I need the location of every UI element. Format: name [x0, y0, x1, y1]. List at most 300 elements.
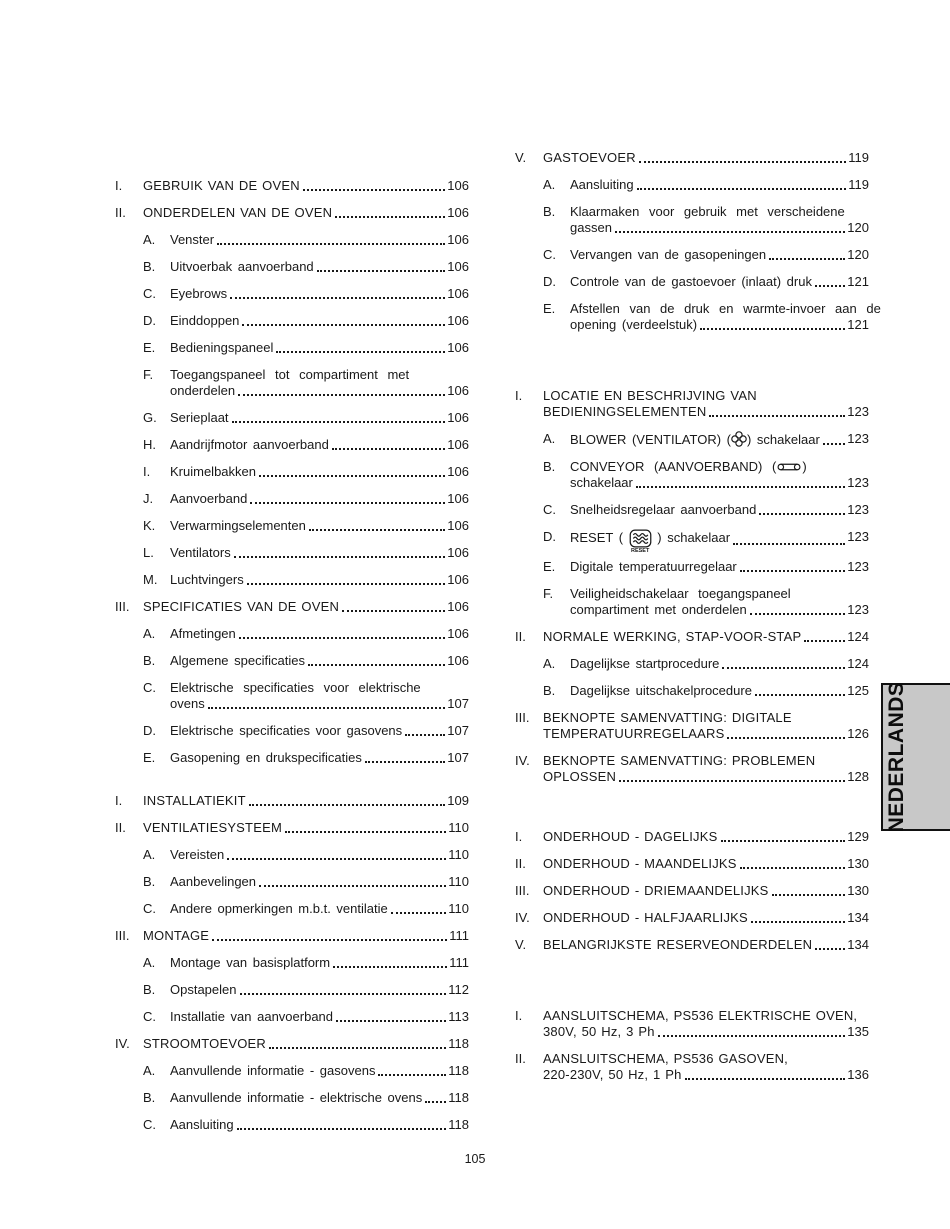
toc-line	[170, 367, 469, 383]
item-number: C.	[143, 680, 156, 695]
toc-item	[115, 1090, 469, 1106]
toc-item	[115, 313, 469, 329]
dot-leader	[700, 328, 845, 330]
toc-line	[570, 274, 869, 290]
item-label: ONDERHOUD - DAGELIJKS	[543, 829, 718, 844]
toc-line	[170, 1063, 469, 1079]
toc-item	[115, 340, 469, 356]
item-label: Algemene specificaties	[170, 653, 305, 668]
dot-leader	[750, 613, 846, 615]
item-label: ONDERHOUD - HALFJAARLIJKS	[543, 910, 748, 925]
item-page-number: 134	[847, 910, 869, 925]
item-page-number: 106	[447, 518, 469, 533]
page-number: 105	[464, 1152, 486, 1166]
item-label: ONDERDELEN VAN DE OVEN	[143, 205, 333, 220]
item-body	[543, 753, 869, 785]
item-number: C.	[143, 1117, 156, 1132]
item-number: I.	[515, 829, 523, 844]
toc-line	[170, 572, 469, 588]
item-label: STROOMTOEVOER	[143, 1036, 266, 1051]
item-body	[570, 204, 869, 236]
item-body	[170, 874, 469, 890]
item-page-number: 106	[447, 286, 469, 301]
dot-leader	[685, 1078, 846, 1080]
dot-leader	[751, 921, 845, 923]
toc-line	[543, 710, 869, 726]
language-tab-label: NEDERLANDS	[885, 681, 908, 833]
item-body	[570, 502, 869, 518]
item-page-number: 124	[847, 629, 869, 644]
toc-group	[515, 1008, 869, 1083]
toc-line	[170, 383, 469, 399]
item-body	[170, 286, 469, 302]
item-label: Dagelijkse uitschakelprocedure	[570, 683, 752, 698]
item-label: Afmetingen	[170, 626, 236, 641]
item-number: J.	[143, 491, 154, 506]
item-label: NORMALE WERKING, STAP-VOOR-STAP	[543, 629, 802, 644]
item-page-number: 119	[848, 150, 869, 165]
item-page-number: 123	[847, 404, 869, 419]
toc-item	[115, 259, 469, 275]
item-page-number: 118	[448, 1117, 469, 1132]
toc-group	[515, 150, 881, 333]
item-body	[143, 599, 469, 615]
toc-column-right	[515, 150, 881, 1094]
toc-line	[543, 629, 869, 645]
item-body	[170, 545, 469, 561]
item-label: Aansluiting	[170, 1117, 234, 1132]
dot-leader	[238, 394, 445, 396]
item-label: ONDERHOUD - DRIEMAANDELIJKS	[543, 883, 769, 898]
item-body	[543, 883, 869, 899]
item-page-number: 107	[447, 723, 469, 738]
toc-line	[170, 313, 469, 329]
item-body	[143, 178, 469, 194]
item-number: B.	[143, 874, 156, 889]
toc-line	[570, 247, 869, 263]
dot-leader	[733, 543, 845, 545]
item-body	[543, 829, 869, 845]
toc-line	[170, 955, 469, 971]
item-number: D.	[143, 723, 156, 738]
toc-item	[115, 491, 469, 507]
item-body	[170, 847, 469, 863]
item-body	[170, 626, 469, 642]
reset-icon	[629, 529, 652, 554]
item-number: B.	[543, 204, 556, 219]
toc-item	[515, 559, 869, 575]
item-body	[170, 723, 469, 739]
toc-line	[170, 723, 469, 739]
toc-line	[570, 529, 869, 554]
toc-line	[143, 178, 469, 194]
toc-item	[115, 1036, 469, 1052]
item-label: Serieplaat	[170, 410, 229, 425]
item-number: L.	[143, 545, 154, 560]
item-number: B.	[543, 459, 556, 474]
item-page-number: 118	[448, 1036, 469, 1051]
toc-line	[143, 928, 469, 944]
item-body	[170, 1009, 469, 1025]
item-page-number: 128	[847, 769, 869, 784]
item-body	[170, 491, 469, 507]
item-label: Installatie van aanvoerband	[170, 1009, 334, 1024]
dot-leader	[815, 948, 845, 950]
dot-leader	[239, 637, 446, 639]
toc-item	[115, 205, 469, 221]
item-number: A.	[143, 232, 156, 247]
item-body	[570, 247, 869, 263]
item-label: MONTAGE	[143, 928, 210, 943]
item-number: A.	[543, 177, 556, 192]
item-page-number: 126	[847, 726, 869, 741]
item-body	[170, 955, 469, 971]
dot-leader	[230, 297, 445, 299]
item-number: D.	[143, 313, 156, 328]
item-page-number: 110	[448, 874, 469, 889]
item-body	[170, 1090, 469, 1106]
item-body	[170, 232, 469, 248]
toc-line	[170, 982, 469, 998]
item-label: Gasopening en drukspecificaties	[170, 750, 362, 765]
toc-line	[570, 559, 869, 575]
item-number: M.	[143, 572, 158, 587]
dot-leader	[276, 351, 445, 353]
dot-leader	[405, 734, 445, 736]
item-label	[570, 431, 820, 448]
item-label: gassen	[570, 220, 612, 235]
item-number: B.	[143, 653, 156, 668]
toc-item	[115, 653, 469, 669]
item-page-number: 106	[447, 491, 469, 506]
dot-leader	[342, 610, 445, 612]
toc-item	[115, 545, 469, 561]
item-page-number: 106	[447, 437, 469, 452]
toc-item	[515, 431, 869, 448]
item-number: III.	[515, 710, 530, 725]
item-body	[570, 459, 869, 491]
item-label: Kruimelbakken	[170, 464, 256, 479]
item-number: B.	[143, 259, 156, 274]
toc-line	[543, 1067, 869, 1083]
dot-leader	[217, 243, 445, 245]
item-page-number: 123	[847, 529, 869, 544]
item-number: II.	[115, 205, 126, 220]
toc-line	[570, 431, 869, 448]
toc-group	[515, 829, 869, 953]
dot-leader	[823, 443, 846, 445]
item-page-number: 123	[847, 602, 869, 617]
item-number: A.	[143, 847, 156, 862]
toc-line	[570, 586, 869, 602]
item-label: BEDIENINGSELEMENTEN	[543, 404, 707, 419]
item-label: Veiligheidschakelaar toegangspaneel	[570, 586, 791, 601]
item-label: Uitvoerbak aanvoerband	[170, 259, 314, 274]
toc-line	[143, 1036, 469, 1052]
item-page-number: 106	[447, 178, 469, 193]
item-body	[170, 901, 469, 917]
toc-line	[170, 545, 469, 561]
toc-line	[543, 856, 869, 872]
toc-item	[115, 1009, 469, 1025]
dot-leader	[240, 993, 447, 995]
item-label	[570, 529, 731, 554]
item-label: SPECIFICATIES VAN DE OVEN	[143, 599, 340, 614]
item-number: C.	[543, 247, 556, 262]
toc-line	[170, 259, 469, 275]
toc-line	[170, 232, 469, 248]
toc-line	[543, 753, 869, 769]
toc-line	[543, 150, 869, 166]
toc-line	[170, 696, 469, 712]
item-label: Vereisten	[170, 847, 225, 862]
item-label: BEKNOPTE SAMENVATTING: PROBLEMEN	[543, 753, 816, 768]
dot-leader	[804, 640, 845, 642]
item-label: GASTOEVOER	[543, 150, 636, 165]
dot-leader	[637, 188, 847, 190]
item-label: Aanvullende informatie - elektrische ovens	[170, 1090, 423, 1105]
item-number: A.	[143, 626, 156, 641]
item-label: BELANGRIJKSTE RESERVEONDERDELEN	[543, 937, 813, 952]
toc-item	[115, 626, 469, 642]
toc-item	[515, 247, 869, 263]
toc-item	[515, 1051, 869, 1083]
toc-line	[170, 1090, 469, 1106]
item-label: TEMPERATUURREGELAARS	[543, 726, 725, 741]
dot-leader	[309, 529, 445, 531]
item-number: G.	[143, 410, 157, 425]
item-page-number: 106	[447, 599, 469, 614]
toc-line	[170, 518, 469, 534]
toc-line	[543, 726, 869, 742]
toc-line	[143, 599, 469, 615]
item-number: A.	[543, 431, 556, 446]
item-page-number: 106	[447, 545, 469, 560]
item-number: IV.	[515, 753, 530, 768]
dot-leader	[332, 448, 445, 450]
toc-item	[115, 1063, 469, 1079]
item-label: LOCATIE EN BESCHRIJVING VAN	[543, 388, 757, 403]
dot-leader	[212, 939, 447, 941]
dot-leader	[247, 583, 446, 585]
toc-item	[515, 829, 869, 845]
item-body	[170, 340, 469, 356]
item-label: ONDERHOUD - MAANDELIJKS	[543, 856, 737, 871]
item-label: AANSLUITSCHEMA, PS536 GASOVEN,	[543, 1051, 788, 1066]
toc-line	[170, 1117, 469, 1133]
item-number: II.	[515, 629, 526, 644]
item-page-number: 130	[847, 856, 869, 871]
item-label: Montage van basisplatform	[170, 955, 331, 970]
item-number: C.	[143, 901, 156, 916]
item-page-number: 106	[447, 232, 469, 247]
item-number: II.	[515, 1051, 526, 1066]
dot-leader	[639, 161, 846, 163]
item-body	[570, 559, 869, 575]
item-page-number: 121	[847, 317, 869, 332]
toc-line	[170, 1009, 469, 1025]
item-page-number: 106	[447, 410, 469, 425]
item-body	[543, 856, 869, 872]
dot-leader	[336, 1020, 446, 1022]
toc-item	[515, 710, 869, 742]
item-label: onderdelen	[170, 383, 236, 398]
dot-leader	[249, 804, 446, 806]
item-label: Opstapelen	[170, 982, 237, 997]
dot-leader	[815, 285, 845, 287]
toc-item	[115, 982, 469, 998]
dot-leader	[259, 885, 446, 887]
toc-line	[170, 437, 469, 453]
toc-item	[115, 901, 469, 917]
item-number: F.	[543, 586, 554, 601]
toc-item	[115, 599, 469, 615]
item-body	[170, 680, 469, 712]
toc-line	[570, 301, 881, 317]
item-label-text: )	[802, 459, 807, 474]
toc-line	[543, 829, 869, 845]
item-body	[170, 437, 469, 453]
toc-item	[115, 464, 469, 480]
item-page-number: 136	[847, 1067, 869, 1082]
toc-item	[115, 518, 469, 534]
item-label: Controle van de gastoevoer (inlaat) druk	[570, 274, 812, 289]
toc-line	[570, 317, 869, 333]
toc-item	[115, 232, 469, 248]
item-label: Einddoppen	[170, 313, 240, 328]
toc-line	[543, 404, 869, 420]
toc-item	[115, 572, 469, 588]
item-page-number: 120	[847, 220, 869, 235]
item-body	[143, 205, 469, 221]
item-body	[170, 410, 469, 426]
dot-leader	[722, 667, 845, 669]
item-body	[170, 653, 469, 669]
fan-icon	[731, 431, 747, 447]
toc-line	[570, 656, 869, 672]
dot-leader	[335, 216, 445, 218]
item-body	[170, 750, 469, 766]
item-page-number: 106	[447, 259, 469, 274]
item-page-number: 106	[447, 653, 469, 668]
item-label: Verwarmingselementen	[170, 518, 306, 533]
item-body	[143, 820, 469, 836]
item-page-number: 123	[847, 475, 869, 490]
item-number: C.	[543, 502, 556, 517]
toc-line	[570, 220, 869, 236]
toc-item	[115, 793, 469, 809]
toc-item	[115, 723, 469, 739]
dot-leader	[259, 475, 445, 477]
item-body	[543, 388, 869, 420]
toc-item	[515, 1008, 869, 1040]
dot-leader	[234, 556, 446, 558]
item-page-number: 130	[847, 883, 869, 898]
item-number: H.	[143, 437, 156, 452]
item-number: C.	[143, 1009, 156, 1024]
toc-item	[515, 856, 869, 872]
item-body	[570, 656, 869, 672]
item-label: opening (verdeelstuk)	[570, 317, 698, 332]
item-number: V.	[515, 937, 527, 952]
toc-item	[515, 502, 869, 518]
dot-leader	[378, 1074, 446, 1076]
toc-line	[543, 883, 869, 899]
toc-line	[543, 388, 869, 404]
item-number: I.	[515, 388, 523, 403]
toc-item	[515, 910, 869, 926]
toc-line	[170, 680, 469, 696]
toc-item	[115, 874, 469, 890]
toc-group	[115, 178, 469, 766]
item-label: Elektrische specificaties voor elektrische	[170, 680, 421, 695]
toc-line	[170, 626, 469, 642]
dot-leader	[285, 831, 446, 833]
toc-line	[143, 205, 469, 221]
item-page-number: 106	[447, 572, 469, 587]
dot-leader	[317, 270, 446, 272]
item-page-number: 120	[847, 247, 869, 262]
item-label: AANSLUITSCHEMA, PS536 ELEKTRISCHE OVEN,	[543, 1008, 858, 1023]
item-number: B.	[543, 683, 556, 698]
item-body	[570, 301, 881, 333]
item-page-number: 135	[847, 1024, 869, 1039]
item-page-number: 106	[447, 205, 469, 220]
item-body	[170, 518, 469, 534]
toc-item	[515, 388, 869, 420]
dot-leader	[619, 780, 845, 782]
item-number: IV.	[515, 910, 530, 925]
item-page-number: 123	[847, 559, 869, 574]
item-body	[570, 431, 869, 448]
toc-item	[515, 656, 869, 672]
toc-item	[515, 883, 869, 899]
dot-leader	[755, 694, 845, 696]
item-number: E.	[543, 301, 556, 316]
toc-line	[570, 475, 869, 491]
dot-leader	[636, 486, 845, 488]
toc-line	[170, 874, 469, 890]
item-body	[570, 683, 869, 699]
toc-item	[115, 750, 469, 766]
item-label-text: ) schakelaar	[651, 530, 731, 545]
toc-item	[115, 178, 469, 194]
item-label: Aanvoerband	[170, 491, 248, 506]
item-label: Eyebrows	[170, 286, 228, 301]
item-page-number: 106	[447, 313, 469, 328]
item-number: E.	[543, 559, 556, 574]
item-page-number: 109	[447, 793, 469, 808]
dot-leader	[269, 1047, 446, 1049]
item-page-number: 119	[848, 177, 869, 192]
item-number: B.	[143, 1090, 156, 1105]
item-number: I.	[115, 178, 123, 193]
item-page-number: 111	[449, 955, 469, 970]
item-body	[170, 259, 469, 275]
toc-item	[515, 150, 869, 166]
item-label: Luchtvingers	[170, 572, 244, 587]
item-label: BEKNOPTE SAMENVATTING: DIGITALE	[543, 710, 792, 725]
item-number: I.	[115, 793, 123, 808]
item-page-number: 121	[847, 274, 869, 289]
toc-item	[515, 683, 869, 699]
item-number: E.	[143, 340, 156, 355]
item-label: OPLOSSEN	[543, 769, 617, 784]
item-body	[143, 928, 469, 944]
item-body	[543, 629, 869, 645]
item-body	[570, 586, 869, 618]
item-number: V.	[515, 150, 527, 165]
